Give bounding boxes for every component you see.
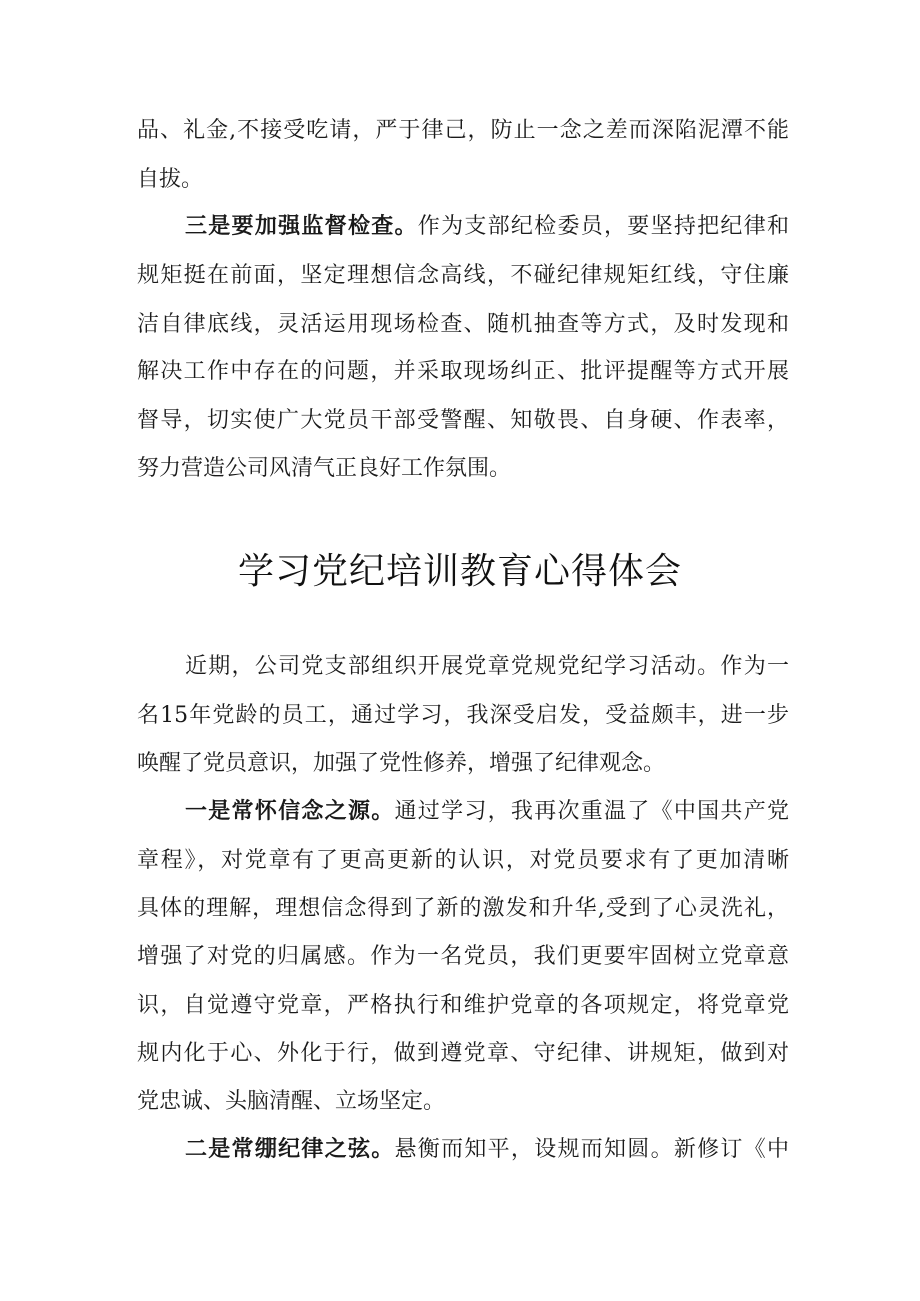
paragraph-line: 解决工作中存在的问题，并采取现场纠正、批评提醒等方式开展	[137, 359, 789, 384]
paragraph-line: 名15年党龄的员工，通过学习，我深受启发，受益颇丰，进一步	[137, 703, 789, 728]
paragraph-line: 识，自觉遵守党章，严格执行和维护党章的各项规定，将党章党	[137, 993, 789, 1018]
paragraph-line: 自拔。	[137, 167, 204, 192]
paragraph-line	[185, 797, 789, 827]
paragraph-line: 增强了对党的归属感。作为一名党员，我们更要牢固树立党章意	[137, 944, 789, 969]
paragraph-line: 努力营造公司风清气正良好工作氛围。	[137, 456, 512, 481]
paragraph-line: 近期，公司党支部组织开展党章党规党纪学习活动。作为一	[185, 654, 789, 679]
bold-lead: 二是常绷纪律之弦。	[185, 1137, 395, 1162]
paragraph-line	[185, 212, 789, 242]
line-text: 作为支部纪检委员，要坚持把纪律和	[417, 214, 789, 239]
line-text: 悬衡而知平，设规而知圆。新修订《中	[394, 1137, 789, 1162]
paragraph-line: 规矩挺在前面，坚定理想信念高线，不碰纪律规矩红线，守住廉	[137, 263, 789, 288]
paragraph-line: 党忠诚、头脑清醒、立场坚定。	[137, 1089, 446, 1114]
paragraph-line: 唤醒了党员意识，加强了党性修养，增强了纪律观念。	[137, 751, 666, 776]
paragraph-line: 督导，切实使广大党员干部受警醒、知敬畏、自身硬、作表率，	[137, 408, 789, 433]
paragraph-line: 章程》，对党章有了更高更新的认识，对党员要求有了更加清晰	[137, 848, 789, 873]
paragraph-line: 洁自律底线，灵活运用现场检查、随机抽查等方式，及时发现和	[137, 312, 789, 337]
paragraph-line	[185, 1135, 789, 1165]
paragraph-line: 具体的理解，理想信念得到了新的激发和升华,受到了心灵洗礼，	[137, 896, 789, 921]
bold-lead: 一是常怀信念之源。	[185, 799, 395, 824]
paragraph-line: 品、礼金,不接受吃请，严于律己，防止一念之差而深陷泥潭不能	[137, 118, 789, 143]
document-title: 学习党纪培训教育心得体会	[237, 551, 682, 592]
line-text: 通过学习，我再次重温了《中国共产党	[394, 799, 789, 824]
paragraph-line: 规内化于心、外化于行，做到遵党章、守纪律、讲规矩，做到对	[137, 1041, 789, 1066]
bold-lead: 三是要加强监督检查。	[185, 214, 418, 239]
